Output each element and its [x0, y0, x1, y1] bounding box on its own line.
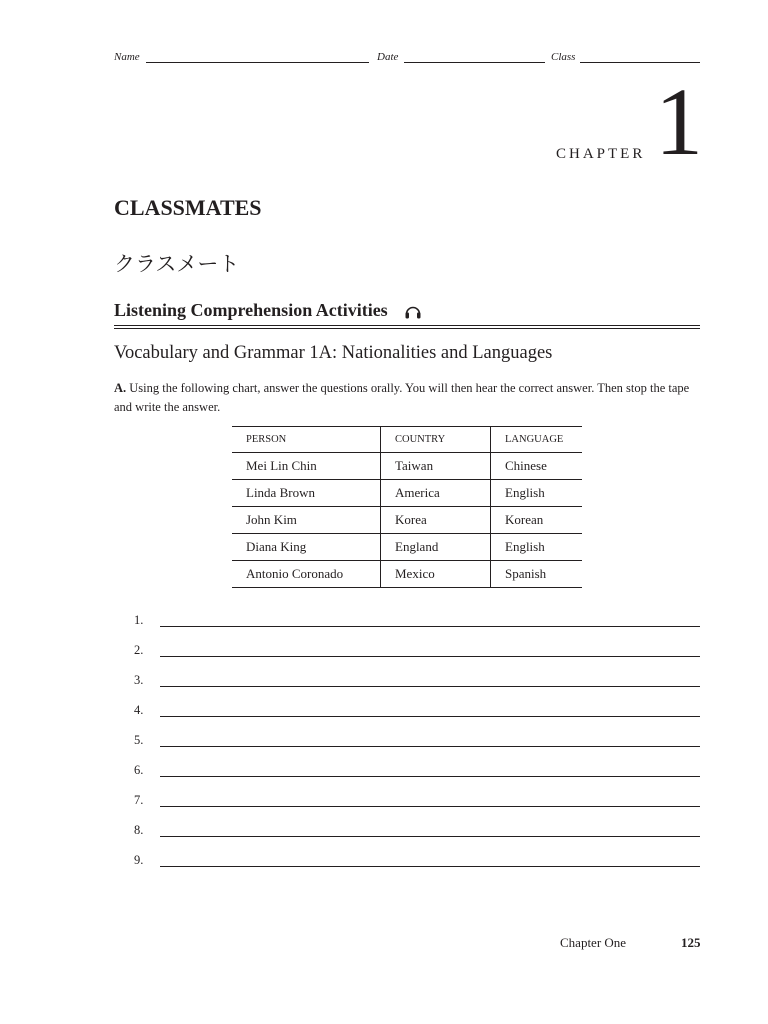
- answer-line[interactable]: [160, 746, 700, 747]
- answer-line[interactable]: [160, 656, 700, 657]
- language-cell: Korean: [491, 507, 583, 534]
- answer-line[interactable]: [160, 866, 700, 867]
- page-number: 125: [681, 935, 701, 950]
- instructions-text: Using the following chart, answer the questions orally. You will then hear the correct answer. Then stop the tape and write the answer.: [114, 381, 690, 414]
- answer-number: 6.: [134, 763, 144, 777]
- table-row: [232, 534, 582, 561]
- answer-line[interactable]: [160, 716, 700, 717]
- section-rule-bottom: [114, 328, 700, 329]
- instructions-letter: A.: [114, 381, 127, 395]
- answer-row: [114, 852, 700, 882]
- column-header-country: COUNTRY: [381, 427, 491, 453]
- section-rule-top: [114, 325, 700, 326]
- answer-line[interactable]: [160, 686, 700, 687]
- answer-line[interactable]: [160, 776, 700, 777]
- class-field-line[interactable]: [580, 62, 700, 63]
- column-header-language: LANGUAGE: [491, 427, 583, 453]
- answer-row: [114, 822, 700, 852]
- chapter-number: 1: [655, 68, 703, 175]
- table-row: [232, 453, 582, 480]
- page-title-japanese: クラスメート: [114, 252, 240, 276]
- person-cell: Antonio Coronado: [232, 561, 381, 588]
- footer-chapter-label: Chapter One: [560, 935, 627, 950]
- chapter-label: CHAPTER: [556, 146, 646, 162]
- name-field-line[interactable]: [146, 62, 369, 63]
- instructions: [114, 379, 700, 417]
- answer-row: [114, 792, 700, 822]
- person-cell: John Kim: [232, 507, 381, 534]
- name-label: Name: [114, 51, 140, 63]
- language-cell: Chinese: [491, 453, 583, 480]
- language-cell: English: [491, 534, 583, 561]
- answer-row: [114, 732, 700, 762]
- country-cell: England: [381, 534, 491, 561]
- answer-row: [114, 642, 700, 672]
- answer-row: [114, 672, 700, 702]
- answer-number: 5.: [134, 733, 144, 747]
- language-cell: Spanish: [491, 561, 583, 588]
- country-cell: Korea: [381, 507, 491, 534]
- table-row: [232, 507, 582, 534]
- answer-number: 7.: [134, 793, 144, 807]
- language-cell: English: [491, 480, 583, 507]
- answer-number: 2.: [134, 643, 144, 657]
- answer-lines: [114, 612, 700, 882]
- table-header-row: [232, 427, 582, 453]
- person-cell: Linda Brown: [232, 480, 381, 507]
- header-fields: [114, 51, 700, 65]
- answer-number: 3.: [134, 673, 144, 687]
- table-row: [232, 480, 582, 507]
- answer-row: [114, 702, 700, 732]
- class-label: Class: [551, 51, 576, 63]
- date-label: Date: [377, 51, 399, 63]
- headphones-icon: [404, 302, 422, 320]
- answer-line[interactable]: [160, 836, 700, 837]
- subheading: Vocabulary and Grammar 1A: Nationalities and Languages: [114, 343, 553, 363]
- answer-number: 4.: [134, 703, 144, 717]
- table-row: [232, 561, 582, 588]
- answer-row: [114, 762, 700, 792]
- column-header-person: PERSON: [232, 427, 381, 453]
- person-cell: Diana King: [232, 534, 381, 561]
- country-cell: Mexico: [381, 561, 491, 588]
- answer-number: 8.: [134, 823, 144, 837]
- answer-row: [114, 612, 700, 642]
- page-title: CLASSMATES: [114, 195, 262, 220]
- answer-number: 1.: [134, 613, 144, 627]
- section-heading: Listening Comprehension Activities: [114, 300, 388, 320]
- country-cell: Taiwan: [381, 453, 491, 480]
- answer-line[interactable]: [160, 806, 700, 807]
- answer-line[interactable]: [160, 626, 700, 627]
- nationality-chart: [232, 426, 582, 588]
- person-cell: Mei Lin Chin: [232, 453, 381, 480]
- date-field-line[interactable]: [404, 62, 545, 63]
- answer-number: 9.: [134, 853, 144, 867]
- country-cell: America: [381, 480, 491, 507]
